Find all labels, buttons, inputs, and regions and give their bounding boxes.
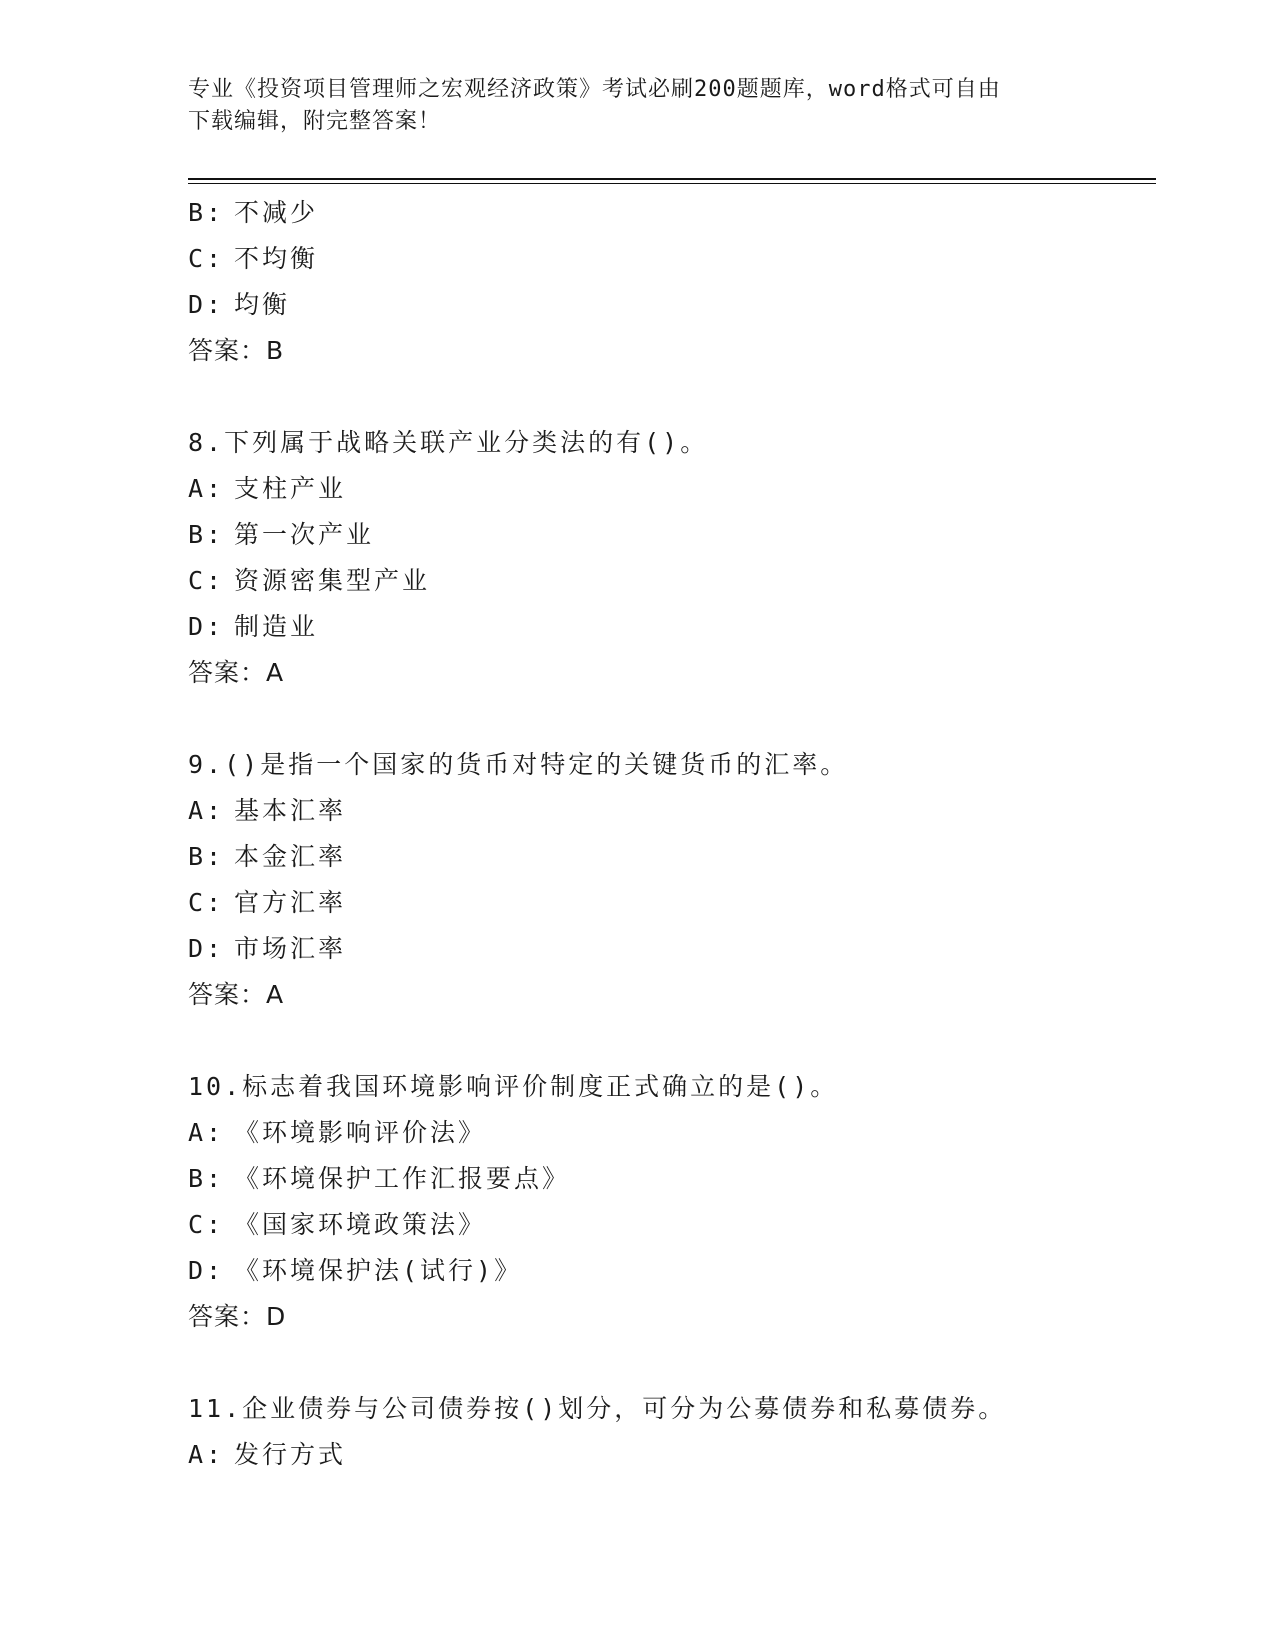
question-text: 10.标志着我国环境影响评价制度正式确立的是()。 (188, 1072, 839, 1101)
spacer (188, 1018, 1156, 1064)
question-block-9 (188, 742, 1156, 1018)
question-block-8 (188, 420, 1156, 696)
option-a: A: 支柱产业 (188, 474, 347, 503)
header-line-1: 专业《投资项目管理师之宏观经济政策》考试必刷200题题库，word格式可自由 (188, 77, 1001, 102)
option-c: C: 不均衡 (188, 244, 319, 273)
option-d: D: 《环境保护法(试行)》 (188, 1256, 523, 1285)
option-c: C: 资源密集型产业 (188, 566, 431, 595)
answer-line: 答案：A (188, 658, 285, 687)
document-header (188, 74, 1078, 138)
option-c: C: 《国家环境政策法》 (188, 1210, 487, 1239)
option-b: B: 《环境保护工作汇报要点》 (188, 1164, 571, 1193)
option-a: A: 发行方式 (188, 1440, 347, 1469)
question-block-11 (188, 1386, 1156, 1478)
option-d: D: 均衡 (188, 290, 291, 319)
option-b: B: 本金汇率 (188, 842, 347, 871)
question-text: 8.下列属于战略关联产业分类法的有()。 (188, 428, 709, 457)
option-c: C: 官方汇率 (188, 888, 347, 917)
option-b: B: 不减少 (188, 198, 319, 227)
spacer (188, 374, 1156, 420)
spacer (188, 1340, 1156, 1386)
question-block-previous (188, 190, 1156, 374)
answer-line: 答案：A (188, 980, 285, 1009)
option-d: D: 市场汇率 (188, 934, 347, 963)
option-b: B: 第一次产业 (188, 520, 375, 549)
question-block-10 (188, 1064, 1156, 1340)
question-list (188, 190, 1156, 1478)
answer-line: 答案：B (188, 336, 285, 365)
header-divider-thick (188, 178, 1156, 180)
question-text: 11.企业债券与公司债券按()划分，可分为公募债券和私募债券。 (188, 1394, 1007, 1423)
spacer (188, 696, 1156, 742)
option-a: A: 《环境影响评价法》 (188, 1118, 487, 1147)
header-line-2: 下载编辑，附完整答案！ (188, 109, 442, 134)
answer-line: 答案：D (188, 1302, 287, 1331)
option-a: A: 基本汇率 (188, 796, 347, 825)
option-d: D: 制造业 (188, 612, 319, 641)
header-divider-thin (188, 183, 1156, 184)
question-text: 9.()是指一个国家的货币对特定的关键货币的汇率。 (188, 750, 849, 779)
